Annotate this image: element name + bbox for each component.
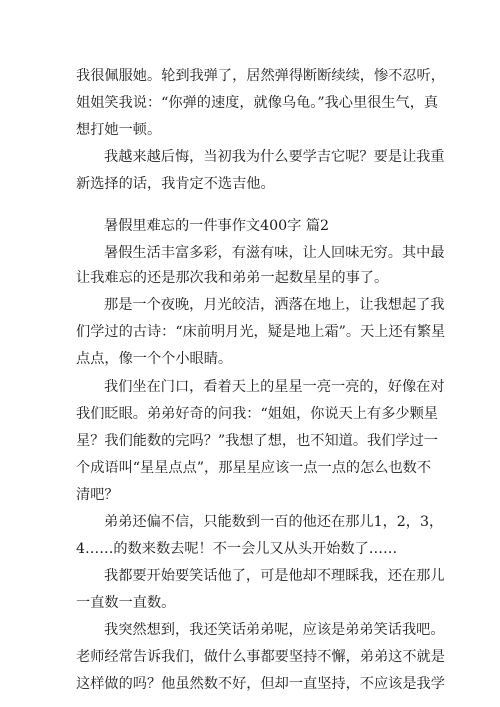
paragraph-line: 姐姐笑我说：“你弹的速度，就像乌龟。”我心里很生气，真: [76, 95, 439, 111]
paragraph-line: 4……的数来数去呢！不一会儿又从头开始数了……: [76, 541, 398, 557]
paragraph-line: 我们坐在门口，看着天上的星星一亮一亮的，好像在对: [104, 379, 445, 395]
paragraph-line: 老师经常告诉我们，做什么事都要坚持不懈，弟弟这不就是: [76, 649, 445, 665]
section-title: 暑假里难忘的一件事作文400字 篇2: [104, 218, 330, 234]
paragraph-line: 那是一个夜晚，月光皎洁，洒落在地上，让我想起了我: [104, 297, 445, 313]
paragraph-line: 弟弟还偏不信，只能数到一百的他还在那儿1，2，3，: [104, 514, 444, 530]
paragraph-line: 我突然想到，我还笑话弟弟呢，应该是弟弟笑话我吧。: [104, 622, 445, 638]
paragraph-line: 让我难忘的还是那次我和弟弟一起数星星的事了。: [76, 270, 389, 286]
paragraph-line: 想打她一顿。: [76, 122, 162, 138]
paragraph-line: 新选择的话，我肯定不选吉他。: [76, 176, 275, 192]
paragraph-line: 清吧？: [76, 487, 119, 503]
paragraph-line: 一直数一直数。: [76, 595, 176, 611]
paragraph-line: 我越来越后悔，当初我为什么要学吉它呢？要是让我重: [104, 149, 445, 165]
paragraph-line: 点点，像一个个小眼睛。: [76, 351, 233, 367]
paragraph-line: 这样做的吗？他虽然数不好，但却一直坚持，不应该是我学: [76, 676, 445, 692]
paragraph-line: 我都要开始要笑话他了，可是他却不理睬我，还在那儿: [104, 568, 445, 584]
paragraph-line: 我很佩服她。轮到我弹了，居然弹得断断续续，惨不忍听，: [76, 68, 445, 84]
paragraph-line: 们学过的古诗：“床前明月光，疑是地上霜”。天上还有繁星: [76, 324, 446, 340]
paragraph-line: 暑假生活丰富多彩，有滋有味，让人回味无穷。其中最: [104, 245, 445, 261]
paragraph-line: 个成语叫“星星点点”，那星星应该一点一点的怎么也数不: [76, 460, 432, 476]
paragraph-line: 我们眨眼。弟弟好奇的问我：“姐姐，你说天上有多少颗星: [76, 406, 438, 422]
paragraph-line: 星？我们能数的完吗？”我想了想，也不知道。我们学过一: [76, 433, 438, 449]
